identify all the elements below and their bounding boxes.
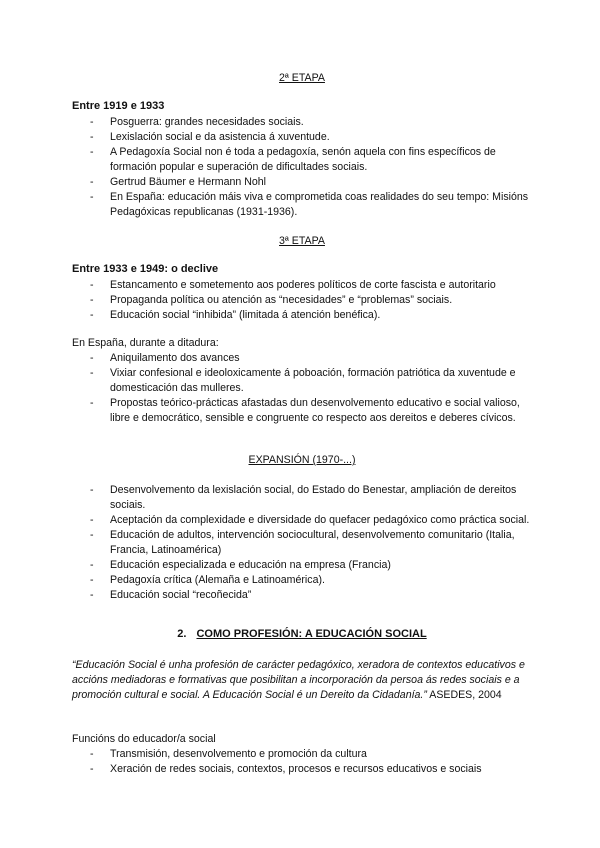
list-item: - Educación social “recoñecida” [72,588,532,603]
list-item: - Gertrud Bäumer e Hermann Nohl [72,175,532,190]
spain-list [72,351,532,426]
stage2-list [72,115,532,220]
list-item: - A Pedagoxía Social non é toda a pedagoxía, senón aquela con fins específicos de formación popular e superación de dificultades sociais. [72,145,532,175]
expansion-list [72,483,532,603]
list-item: - Aceptación da complexidade e diversidade do quefacer pedagóxico como práctica social. [72,513,532,528]
list-item: - Aniquilamento dos avances [72,351,532,366]
list-item: - Posguerra: grandes necesidades sociais. [72,115,532,130]
list-item: - Propostas teórico-prácticas afastadas dun desenvolvemento educativo e social valioso, libre e democrático, sensible e congruente co respecto aos dereitos e deberes cívicos. [72,396,532,426]
spain-intro: En España, durante a ditadura: [72,337,219,349]
stage3-title: 3ª ETAPA [279,235,325,247]
stage3-heading: Entre 1933 e 1949: o declive [72,263,219,275]
list-item: - Estancamento e sometemento aos poderes políticos de corte fascista e autoritario [72,278,532,293]
list-item: - Vixiar confesional e ideoloxicamente á poboación, formación patriótica da xuventude e domesticación das mulleres. [72,366,532,396]
section2-title: COMO PROFESIÓN: A EDUCACIÓN SOCIAL [196,628,427,640]
list-item: - Propaganda política ou atención as “necesidades” e “problemas” sociais. [72,293,532,308]
list-item: - Desenvolvemento da lexislación social, do Estado do Benestar, ampliación de dereitos sociais. [72,483,532,513]
expansion-title: EXPANSIÓN (1970-...) [248,454,356,466]
list-item: - Educación social “inhibida” (limitada á atención benéfica). [72,308,532,323]
list-item: - Transmisión, desenvolvemento e promoción da cultura [72,747,532,762]
section2-number: 2. [177,628,187,640]
quote-text: “Educación Social é unha profesión de carácter pedagóxico, xeradora de contextos educativos e accións mediadoras e formativas que posibilitan a incorporación da persoa ás redes sociais e a promoción cultural e social. A Educación Social é un Dereito da Cidadanía.” [72,659,525,701]
list-item: - Lexislación social e da asistencia á xuventude. [72,130,532,145]
stage2-title: 2ª ETAPA [279,72,325,84]
functions-heading: Funcións do educador/a social [72,733,216,745]
stage3-list [72,278,532,323]
section2-heading [72,628,532,640]
quote-source: ASEDES, 2004 [426,689,502,701]
list-item: - Xeración de redes sociais, contextos, procesos e recursos educativos e sociais [72,762,532,777]
stage2-heading: Entre 1919 e 1933 [72,100,165,112]
functions-list [72,747,532,777]
list-item: - Pedagoxía crítica (Alemaña e Latinoamérica). [72,573,532,588]
list-item: - En España: educación máis viva e comprometida coas realidades do seu tempo: Misións Pedagóxicas republicanas (1931-1936). [72,190,532,220]
definition-quote [72,658,532,703]
list-item: - Educación especializada e educación na empresa (Francia) [72,558,532,573]
list-item: - Educación de adultos, intervención sociocultural, desenvolvemento comunitario (Italia, Francia, Latinoamérica) [72,528,532,558]
